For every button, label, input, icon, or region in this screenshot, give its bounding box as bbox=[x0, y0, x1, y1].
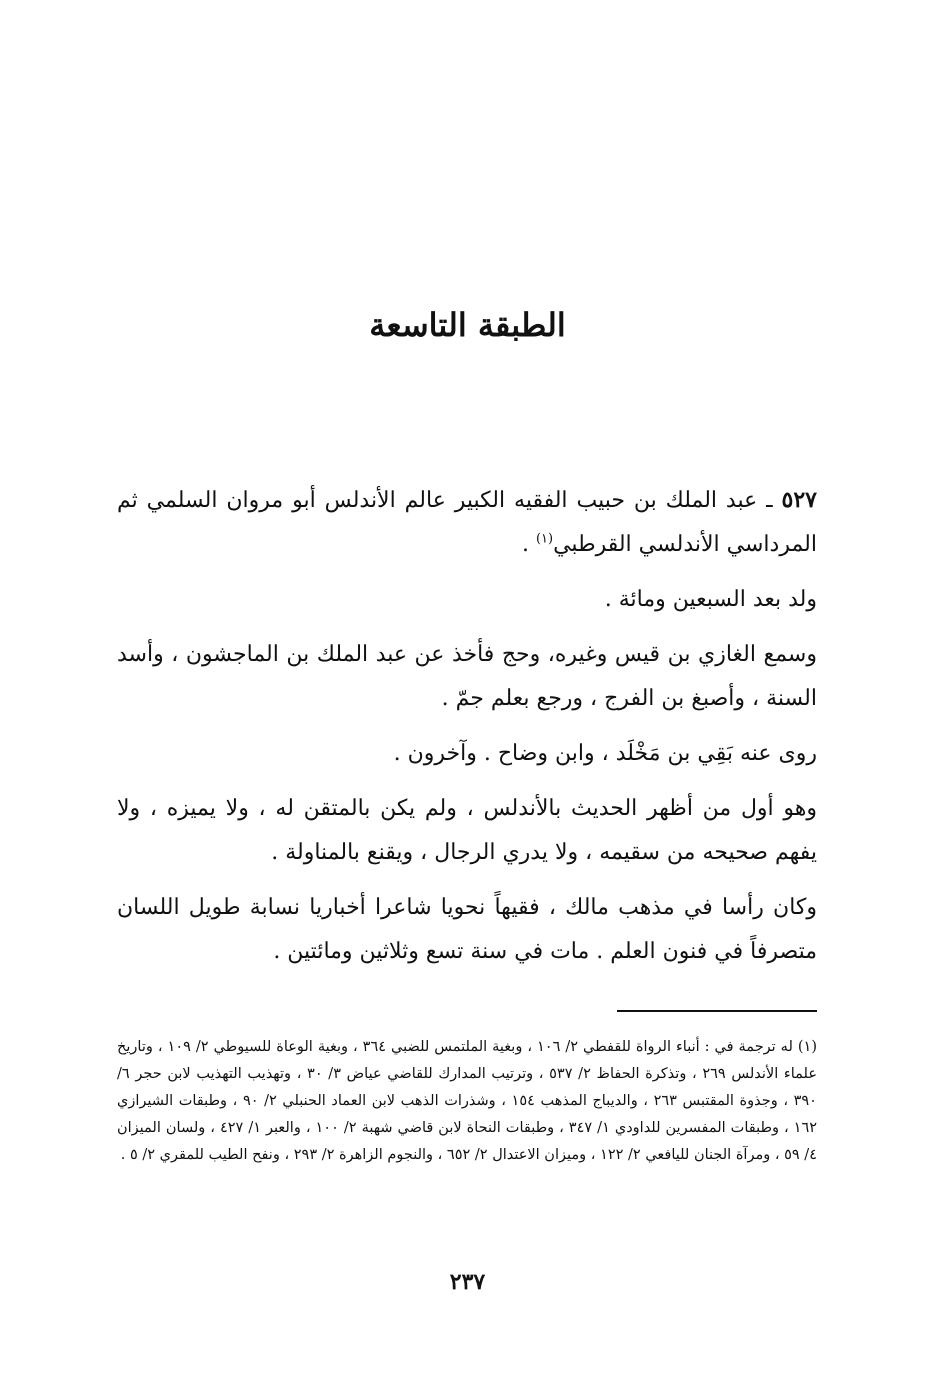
paragraph-birth: ولد بعد السبعين ومائة . bbox=[604, 587, 817, 612]
paragraph-evaluation: وهو أول من أظهر الحديث بالأندلس ، ولم يكن بالمتقن له ، ولا يميزه ، ولا يفهم صحيحه من سقيمه ، ولا يدري الرجال ، ويقنع بالمناولة . bbox=[117, 796, 817, 865]
entry-heading bbox=[117, 478, 817, 567]
entry-number: ٥٢٧ bbox=[781, 487, 817, 513]
footnote-1: (١) له ترجمة في : أنباء الرواة للقفطي ٢/ ١٠٦ ، وبغية الملتمس للضبي ٣٦٤ ، وبغية الوعاة للسيوطي ٢/ ١٠٩ ، وتاريخ علماء الأندلس ٢٦٩ ، وتذكرة الحفاظ ٢/ ٥٣٧ ، وترتيب المدارك للقاضي عياض ٣/ ٣٠ ، وتهذيب التهذيب لابن حجر ٦/ ٣٩٠ ، وجذوة المقتبس ٢٦٣ ، والديباج المذهب ١٥٤ ، وشذرات الذهب لابن العماد الحنبلي ٢/ ٩٠ ، وطبقات الشيرازي ١٦٢ ، وطبقات المفسرين للداودي ١/ ٣٤٧ ، وطبقات النحاة لابن قاضي شهبة ٢/ ١٠٠ ، والعبر ١/ ٤٢٧ ، ولسان الميزان ٤/ ٥٩ ، ومرآة الجنان لليافعي ٢/ ١٢٢ ، وميزان الاعتدال ٢/ ٦٥٢ ، والنجوم الزاهرة ٢/ ٢٩٣ ، ونفح الطيب للمقري ٢/ ٥ . bbox=[117, 1039, 818, 1163]
entry-heading-text: عبد الملك بن حبيب الفقيه الكبير عالم الأندلس أبو مروان السلمي ثم المرداسي الأندلسي القرطبي bbox=[117, 488, 817, 557]
paragraph-teachers: وسمع الغازي بن قيس وغيره، وحج فأخذ عن عبد الملك بن الماجشون ، وأسد السنة ، وأصبغ بن الفرج ، ورجع بعلم جمّ . bbox=[117, 642, 817, 711]
entry-heading-end: . bbox=[521, 532, 536, 557]
paragraph-death: وكان رأسا في مذهب مالك ، فقيهاً نحويا شاعرا أخباريا نسابة طويل اللسان متصرفاً في فنون العلم . مات في سنة تسع وثلاثين ومائتين . bbox=[117, 895, 817, 964]
main-text bbox=[117, 478, 817, 985]
paragraph-students: روى عنه بَقِي بن مَخْلَد ، وابن وضاح . وآخرون . bbox=[393, 741, 817, 766]
entry-dash: ـ bbox=[757, 488, 782, 513]
page-number: ٢٣٧ bbox=[449, 1269, 486, 1295]
footnote-marker: (١) bbox=[535, 531, 554, 547]
footnotes bbox=[117, 1034, 817, 1169]
footnote-divider bbox=[617, 1010, 817, 1012]
chapter-title: الطبقة التاسعة bbox=[369, 306, 566, 344]
